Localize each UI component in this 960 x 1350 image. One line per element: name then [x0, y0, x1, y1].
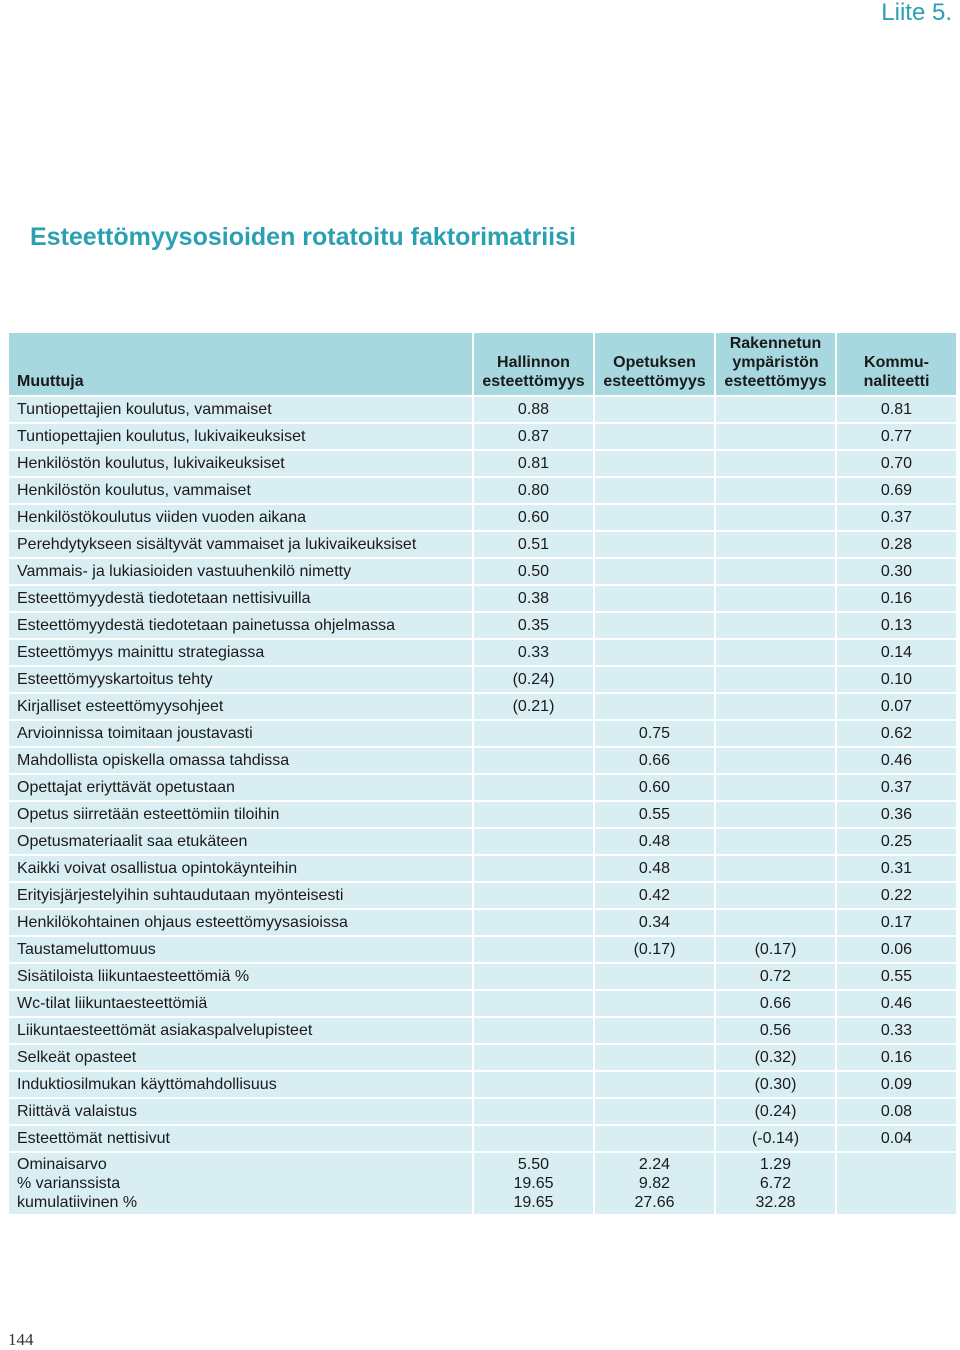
row-label: Henkilöstön koulutus, lukivaikeuksiset — [8, 450, 473, 477]
cell-teaching — [594, 1125, 715, 1152]
cell-built-environment — [715, 666, 836, 693]
table-header-row — [8, 332, 957, 396]
cell-communality: 0.33 — [836, 1017, 957, 1044]
cell-communality: 0.81 — [836, 396, 957, 423]
cell-built-environment — [715, 828, 836, 855]
column-header-administration: Hallinnon esteettömyys — [473, 332, 594, 396]
cell-teaching — [594, 585, 715, 612]
cell-communality: 0.31 — [836, 855, 957, 882]
cell-administration: 0.81 — [473, 450, 594, 477]
table-row — [8, 1044, 957, 1071]
cell-administration: 0.33 — [473, 639, 594, 666]
cell-teaching: 0.34 — [594, 909, 715, 936]
row-label: Riittävä valaistus — [8, 1098, 473, 1125]
cell-built-environment — [715, 801, 836, 828]
page-title: Esteettömyysosioiden rotatoitu faktorimatriisi — [30, 223, 576, 251]
cell-teaching — [594, 693, 715, 720]
summary-built-environment: 1.29 6.72 32.28 — [715, 1152, 836, 1215]
row-label: Tuntiopettajien koulutus, vammaiset — [8, 396, 473, 423]
cell-administration — [473, 1098, 594, 1125]
cell-administration — [473, 963, 594, 990]
cell-teaching: 0.60 — [594, 774, 715, 801]
cell-administration: 0.50 — [473, 558, 594, 585]
table-row — [8, 558, 957, 585]
cell-teaching — [594, 963, 715, 990]
cell-teaching — [594, 531, 715, 558]
row-label: Erityisjärjestelyihin suhtaudutaan myönteisesti — [8, 882, 473, 909]
cell-built-environment: (0.30) — [715, 1071, 836, 1098]
summary-row — [8, 1152, 957, 1215]
appendix-label: Liite 5. — [881, 0, 952, 26]
cell-communality: 0.77 — [836, 423, 957, 450]
cell-administration — [473, 1044, 594, 1071]
cell-administration — [473, 1017, 594, 1044]
cell-administration: 0.38 — [473, 585, 594, 612]
row-label: Esteettömät nettisivut — [8, 1125, 473, 1152]
row-label: Opettajat eriyttävät opetustaan — [8, 774, 473, 801]
summary-teaching: 2.24 9.82 27.66 — [594, 1152, 715, 1215]
table-row — [8, 1071, 957, 1098]
table-row — [8, 990, 957, 1017]
table-row — [8, 882, 957, 909]
cell-teaching: 0.48 — [594, 855, 715, 882]
cell-communality: 0.07 — [836, 693, 957, 720]
cell-teaching: 0.48 — [594, 828, 715, 855]
cell-communality: 0.28 — [836, 531, 957, 558]
cell-built-environment — [715, 774, 836, 801]
summary-administration: 5.50 19.65 19.65 — [473, 1152, 594, 1215]
cell-administration: (0.24) — [473, 666, 594, 693]
table-row — [8, 639, 957, 666]
cell-built-environment: 0.72 — [715, 963, 836, 990]
cell-teaching: 0.55 — [594, 801, 715, 828]
cell-administration — [473, 882, 594, 909]
row-label: Esteettömyyskartoitus tehty — [8, 666, 473, 693]
cell-built-environment — [715, 477, 836, 504]
cell-built-environment: (0.32) — [715, 1044, 836, 1071]
cell-communality: 0.17 — [836, 909, 957, 936]
cell-administration: 0.60 — [473, 504, 594, 531]
cell-administration: 0.35 — [473, 612, 594, 639]
cell-built-environment: (0.24) — [715, 1098, 836, 1125]
page-number: 144 — [8, 1330, 34, 1349]
cell-teaching — [594, 1044, 715, 1071]
cell-built-environment: 0.56 — [715, 1017, 836, 1044]
cell-built-environment — [715, 585, 836, 612]
row-label: Wc-tilat liikuntaesteettömiä — [8, 990, 473, 1017]
table-row — [8, 720, 957, 747]
row-label: Henkilöstön koulutus, vammaiset — [8, 477, 473, 504]
cell-communality: 0.14 — [836, 639, 957, 666]
cell-administration: 0.51 — [473, 531, 594, 558]
cell-administration — [473, 936, 594, 963]
cell-built-environment — [715, 612, 836, 639]
row-label: Selkeät opasteet — [8, 1044, 473, 1071]
table-row — [8, 855, 957, 882]
row-label: Esteettömyydestä tiedotetaan painetussa ohjelmassa — [8, 612, 473, 639]
cell-administration — [473, 801, 594, 828]
cell-administration — [473, 990, 594, 1017]
cell-built-environment — [715, 423, 836, 450]
row-label: Opetusmateriaalit saa etukäteen — [8, 828, 473, 855]
table-row — [8, 396, 957, 423]
cell-communality: 0.22 — [836, 882, 957, 909]
cell-communality: 0.37 — [836, 504, 957, 531]
table-row — [8, 423, 957, 450]
table-row — [8, 774, 957, 801]
row-label: Henkilökohtainen ohjaus esteettömyysasioissa — [8, 909, 473, 936]
cell-administration: (0.21) — [473, 693, 594, 720]
cell-administration — [473, 720, 594, 747]
cell-administration — [473, 1125, 594, 1152]
row-label: Henkilöstökoulutus viiden vuoden aikana — [8, 504, 473, 531]
cell-administration — [473, 1071, 594, 1098]
cell-built-environment — [715, 909, 836, 936]
row-label: Kirjalliset esteettömyysohjeet — [8, 693, 473, 720]
cell-communality: 0.13 — [836, 612, 957, 639]
cell-teaching — [594, 1071, 715, 1098]
cell-teaching — [594, 1017, 715, 1044]
cell-teaching — [594, 504, 715, 531]
row-label: Vammais- ja lukiasioiden vastuuhenkilö nimetty — [8, 558, 473, 585]
cell-built-environment: (0.17) — [715, 936, 836, 963]
cell-communality: 0.10 — [836, 666, 957, 693]
cell-communality: 0.46 — [836, 990, 957, 1017]
table-row — [8, 801, 957, 828]
cell-administration — [473, 747, 594, 774]
cell-communality: 0.36 — [836, 801, 957, 828]
table-row — [8, 585, 957, 612]
row-label: Esteettömyydestä tiedotetaan nettisivuilla — [8, 585, 473, 612]
table-row — [8, 477, 957, 504]
table-row — [8, 612, 957, 639]
table-row — [8, 747, 957, 774]
cell-built-environment — [715, 693, 836, 720]
summary-communality — [836, 1152, 957, 1215]
column-header-teaching: Opetuksen esteettömyys — [594, 332, 715, 396]
row-label: Taustameluttomuus — [8, 936, 473, 963]
cell-communality: 0.16 — [836, 1044, 957, 1071]
cell-teaching — [594, 450, 715, 477]
table-row — [8, 504, 957, 531]
cell-teaching — [594, 639, 715, 666]
cell-communality: 0.08 — [836, 1098, 957, 1125]
cell-communality: 0.16 — [836, 585, 957, 612]
cell-built-environment — [715, 558, 836, 585]
cell-teaching: 0.42 — [594, 882, 715, 909]
table-row — [8, 909, 957, 936]
cell-communality: 0.06 — [836, 936, 957, 963]
cell-administration: 0.87 — [473, 423, 594, 450]
table-row — [8, 693, 957, 720]
table-row — [8, 936, 957, 963]
row-label: Opetus siirretään esteettömiin tiloihin — [8, 801, 473, 828]
cell-teaching — [594, 558, 715, 585]
cell-teaching — [594, 666, 715, 693]
cell-communality: 0.04 — [836, 1125, 957, 1152]
cell-teaching — [594, 1098, 715, 1125]
cell-communality: 0.25 — [836, 828, 957, 855]
cell-administration — [473, 774, 594, 801]
row-label: Sisätiloista liikuntaesteettömiä % — [8, 963, 473, 990]
cell-communality: 0.62 — [836, 720, 957, 747]
cell-teaching: 0.66 — [594, 747, 715, 774]
cell-built-environment: 0.66 — [715, 990, 836, 1017]
column-header-variable: Muuttuja — [8, 332, 473, 396]
column-header-communality: Kommu- naliteetti — [836, 332, 957, 396]
factor-matrix-table — [7, 331, 958, 1216]
row-label: Kaikki voivat osallistua opintokäynteihin — [8, 855, 473, 882]
row-label: Mahdollista opiskella omassa tahdissa — [8, 747, 473, 774]
cell-communality: 0.46 — [836, 747, 957, 774]
cell-built-environment — [715, 504, 836, 531]
cell-built-environment — [715, 882, 836, 909]
row-label: Perehdytykseen sisältyvät vammaiset ja lukivaikeuksiset — [8, 531, 473, 558]
cell-teaching — [594, 612, 715, 639]
cell-built-environment — [715, 747, 836, 774]
column-header-built-environment: Rakennetun ympäristön esteettömyys — [715, 332, 836, 396]
row-label: Liikuntaesteettömät asiakaspalvelupisteet — [8, 1017, 473, 1044]
cell-teaching: 0.75 — [594, 720, 715, 747]
table-row — [8, 1017, 957, 1044]
row-label: Arvioinnissa toimitaan joustavasti — [8, 720, 473, 747]
cell-built-environment — [715, 396, 836, 423]
cell-communality: 0.69 — [836, 477, 957, 504]
cell-built-environment — [715, 531, 836, 558]
table-row — [8, 963, 957, 990]
cell-communality: 0.70 — [836, 450, 957, 477]
row-label: Tuntiopettajien koulutus, lukivaikeuksiset — [8, 423, 473, 450]
cell-teaching — [594, 477, 715, 504]
cell-teaching — [594, 990, 715, 1017]
summary-labels: Ominaisarvo % varianssista kumulatiivinen % — [8, 1152, 473, 1215]
cell-communality: 0.37 — [836, 774, 957, 801]
cell-administration — [473, 828, 594, 855]
cell-built-environment — [715, 720, 836, 747]
table-row — [8, 666, 957, 693]
cell-communality: 0.55 — [836, 963, 957, 990]
cell-administration: 0.88 — [473, 396, 594, 423]
cell-built-environment — [715, 639, 836, 666]
cell-built-environment — [715, 855, 836, 882]
cell-administration — [473, 909, 594, 936]
cell-teaching — [594, 423, 715, 450]
table-row — [8, 1098, 957, 1125]
row-label: Esteettömyys mainittu strategiassa — [8, 639, 473, 666]
table-row — [8, 828, 957, 855]
cell-built-environment — [715, 450, 836, 477]
row-label: Induktiosilmukan käyttömahdollisuus — [8, 1071, 473, 1098]
cell-teaching: (0.17) — [594, 936, 715, 963]
cell-built-environment: (-0.14) — [715, 1125, 836, 1152]
cell-communality: 0.09 — [836, 1071, 957, 1098]
table-row — [8, 531, 957, 558]
cell-teaching — [594, 396, 715, 423]
cell-administration: 0.80 — [473, 477, 594, 504]
cell-administration — [473, 855, 594, 882]
table-row — [8, 1125, 957, 1152]
table-row — [8, 450, 957, 477]
cell-communality: 0.30 — [836, 558, 957, 585]
